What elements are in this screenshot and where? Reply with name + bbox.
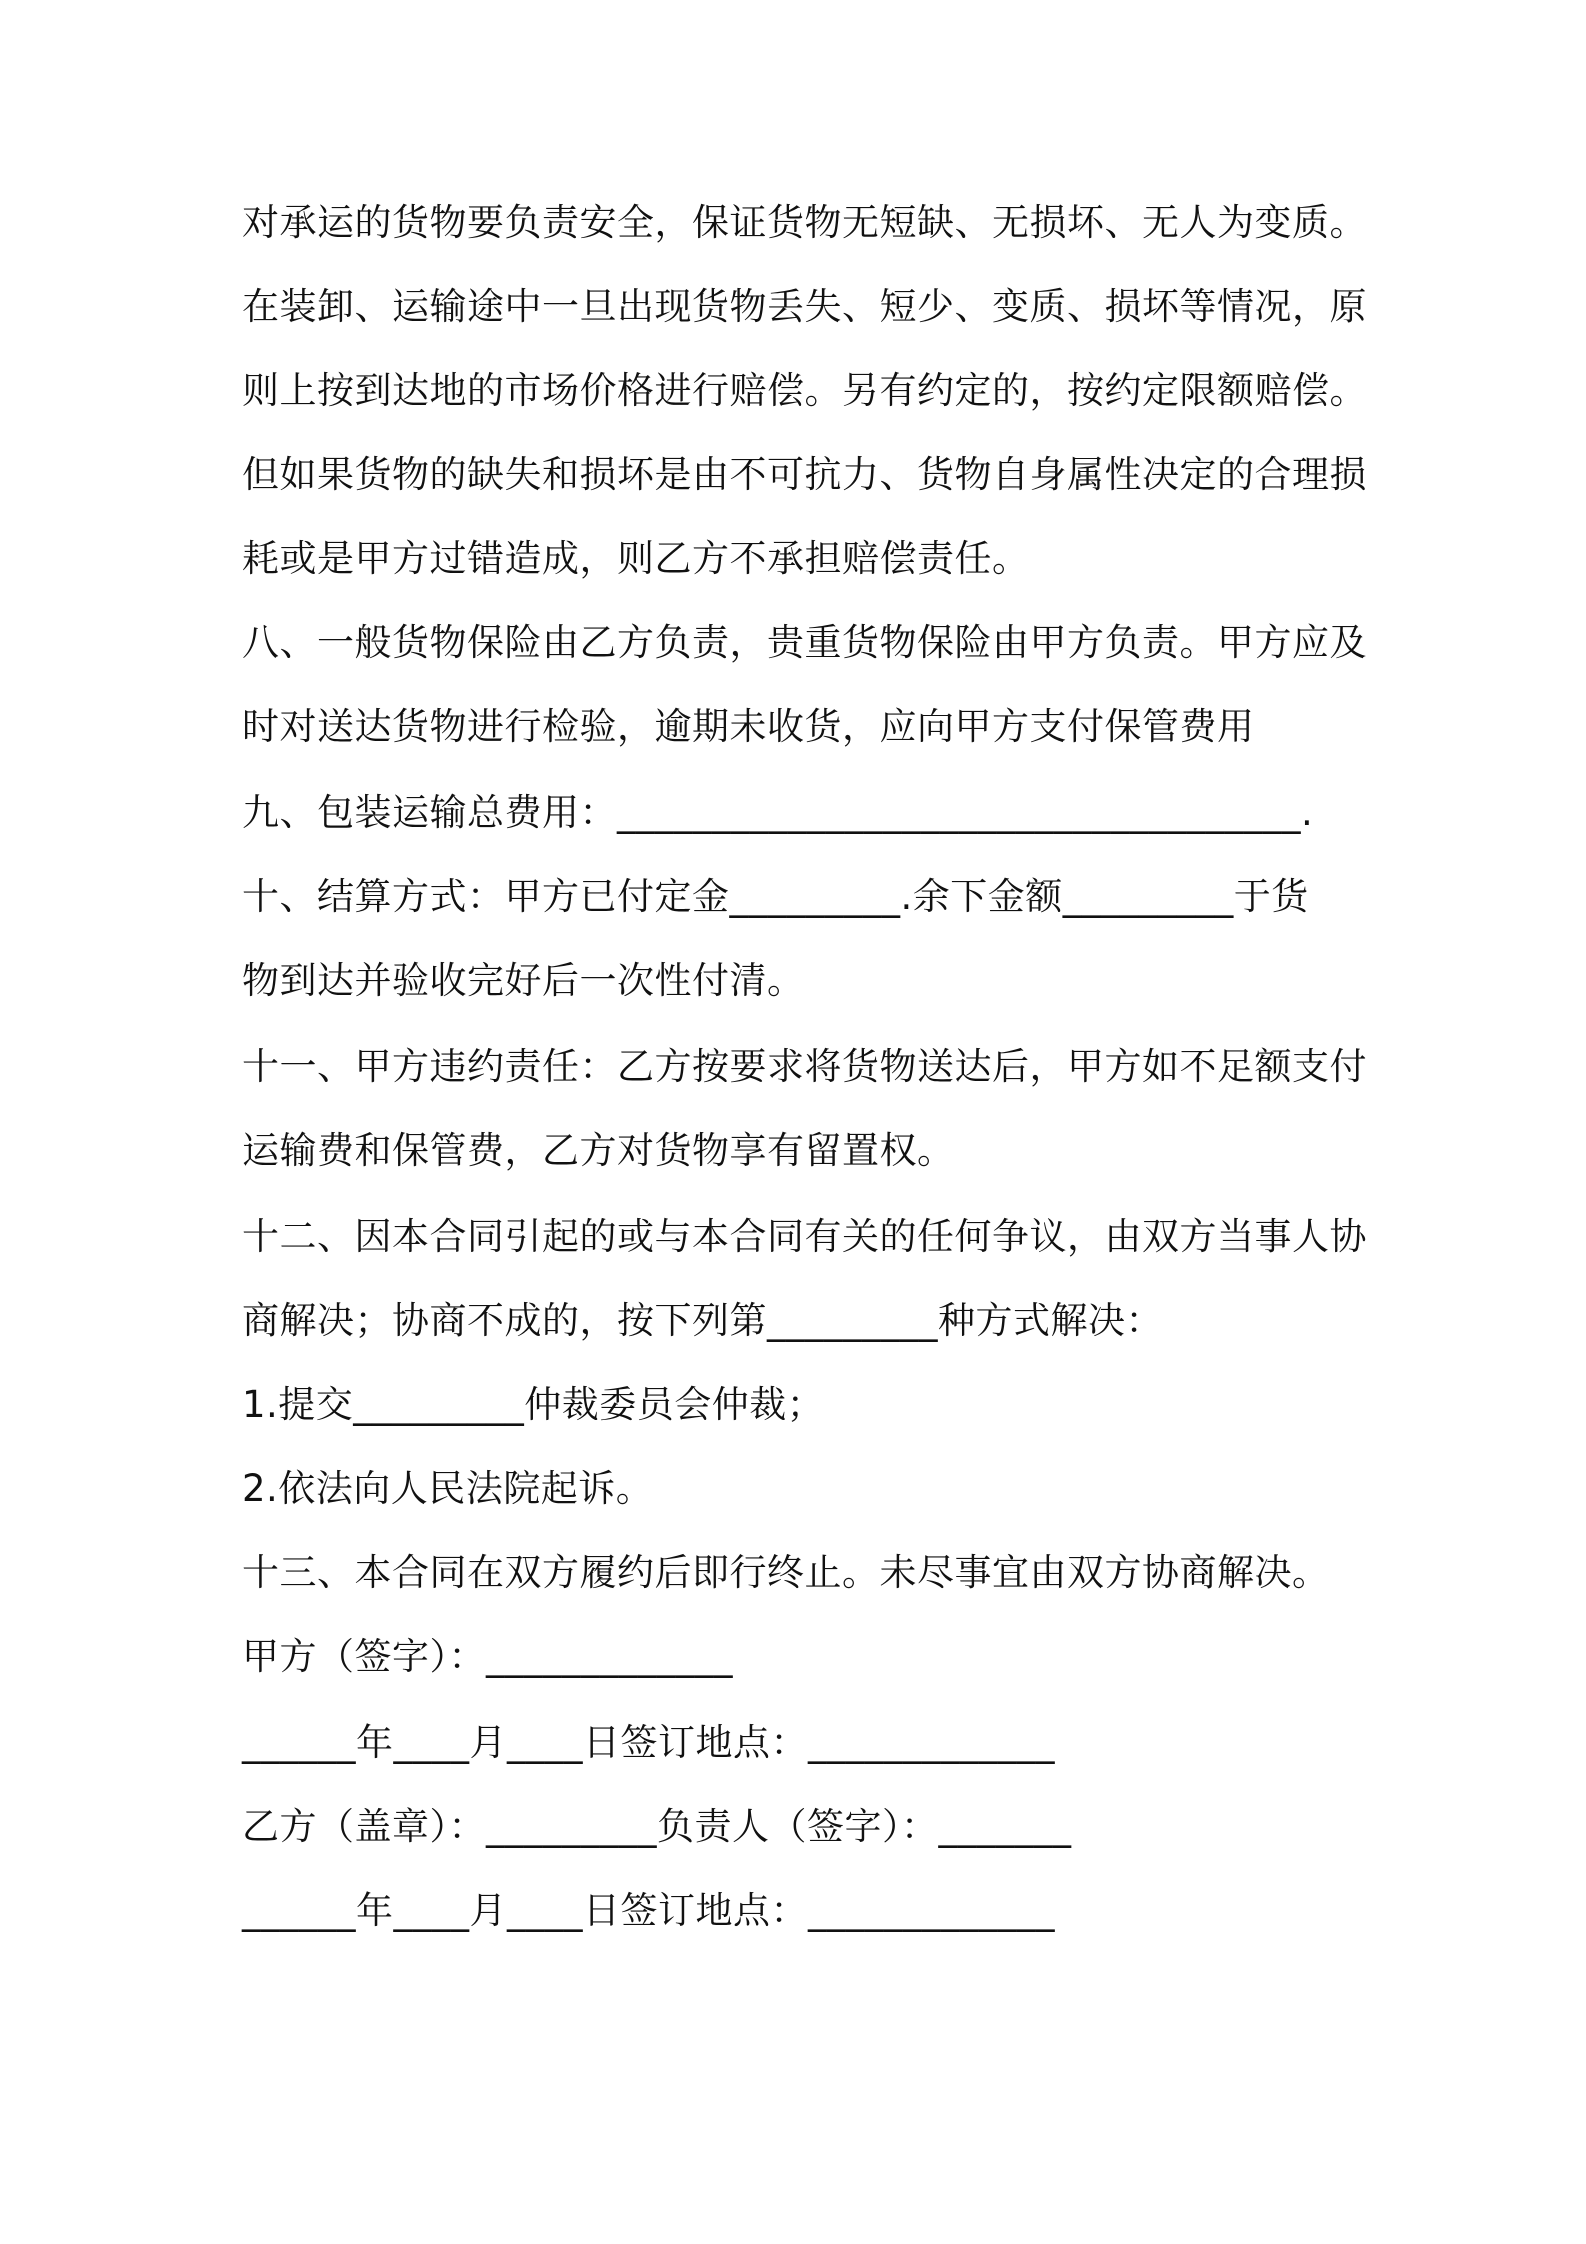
text-line: 商解决；协商不成的，按下列第_________种方式解决： [242, 1299, 1163, 1342]
party-a-date-place: ______年____月____日签订地点：_____________ [242, 1721, 1055, 1764]
party-a-signature: 甲方（签字）：_____________ [242, 1635, 733, 1678]
text-line: 运输费和保管费，乙方对货物享有留置权。 [242, 1129, 955, 1172]
clause-13: 十三、本合同在双方履约后即行终止。未尽事宜由双方协商解决。 [242, 1551, 1330, 1594]
party-b-seal: 乙方（盖章）：_________负责人（签字）：_______ [242, 1805, 1072, 1848]
text-line: 对承运的货物要负责安全，保证货物无短缺、无损坏、无人为变质。 [242, 201, 1367, 244]
text-line: 物到达并验收完好后一次性付清。 [242, 959, 805, 1002]
text-line: 在装卸、运输途中一旦出现货物丢失、短少、变质、损坏等情况，原 [242, 285, 1367, 328]
option-2: 2.依法向人民法院起诉。 [242, 1467, 654, 1510]
clause-12: 十二、因本合同引起的或与本合同有关的任何争议，由双方当事人协 [242, 1215, 1367, 1258]
text-line: 但如果货物的缺失和损坏是由不可抗力、货物自身属性决定的合理损 [242, 453, 1367, 496]
text-line: 时对送达货物进行检验，逾期未收货，应向甲方支付保管费用 [242, 705, 1255, 748]
clause-9: 九、包装运输总费用：____________________________________. [242, 791, 1314, 834]
clause-10: 十、结算方式：甲方已付定金_________.余下金额_________于货 [242, 875, 1309, 918]
clause-11: 十一、甲方违约责任：乙方按要求将货物送达后，甲方如不足额支付 [242, 1045, 1367, 1088]
clause-8: 八、一般货物保险由乙方负责，贵重货物保险由甲方负责。甲方应及 [242, 621, 1367, 664]
text-line: 则上按到达地的市场价格进行赔偿。另有约定的，按约定限额赔偿。 [242, 369, 1367, 412]
party-b-date-place: ______年____月____日签订地点：_____________ [242, 1889, 1055, 1932]
option-1: 1.提交_________仲裁委员会仲裁； [242, 1383, 825, 1426]
text-line: 耗或是甲方过错造成，则乙方不承担赔偿责任。 [242, 537, 1030, 580]
contract-text [242, 195, 1367, 1939]
